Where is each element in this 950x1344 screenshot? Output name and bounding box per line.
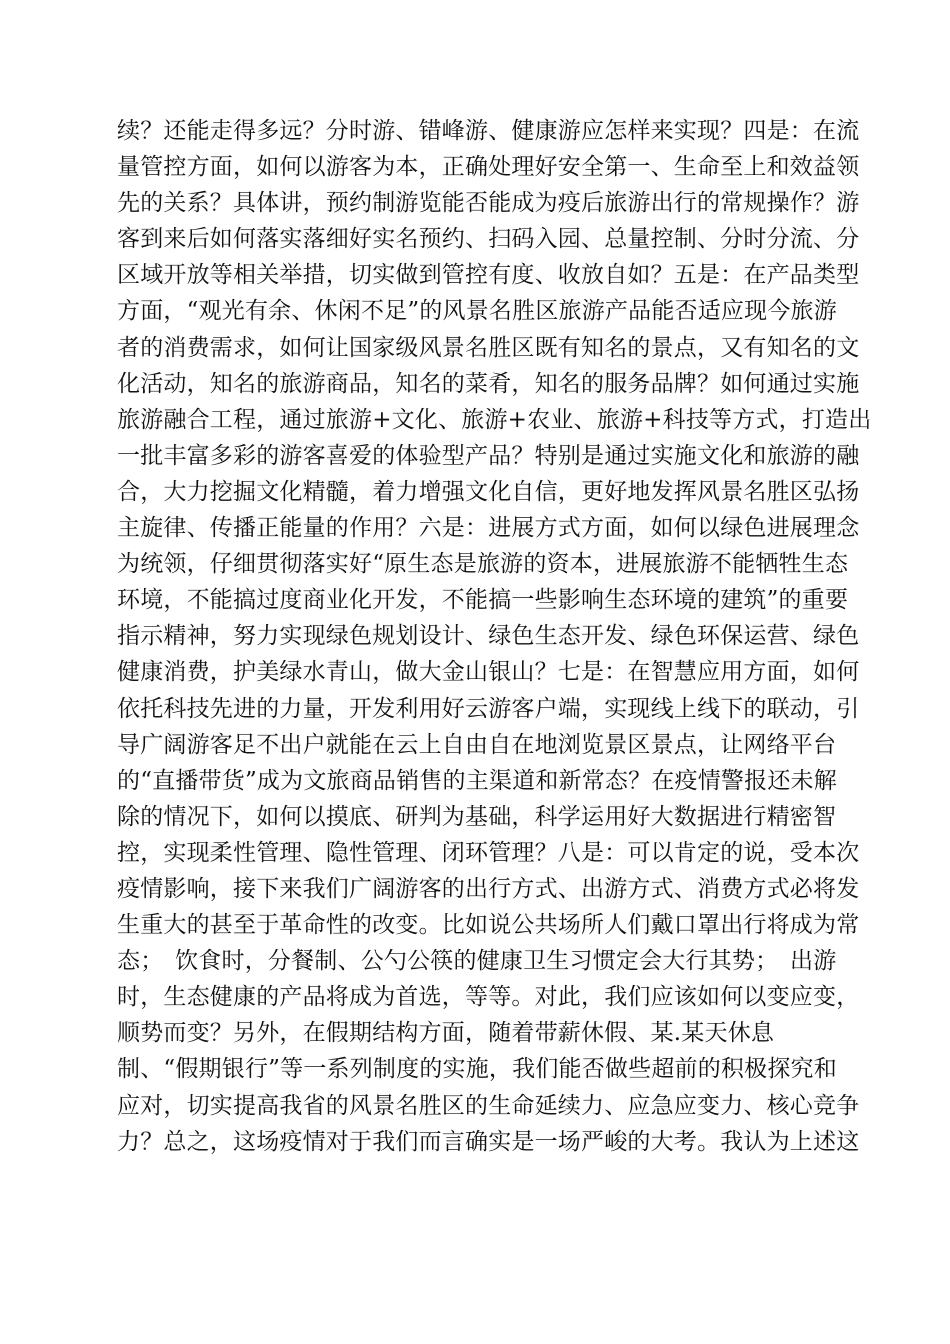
text-line: 者的消费需求，如何让国家级风景名胜区既有知名的景点，又有知名的文 — [117, 334, 860, 361]
text-line: 依托科技先进的力量，开发利用好云游客户端，实现线上线下的联动，引 — [117, 695, 860, 722]
text-line: 旅游融合工程，通过旅游+文化、旅游+农业、旅游+科技等方式，打造出 — [117, 406, 872, 433]
text-line: 指示精神，努力实现绿色规划设计、绿色生态开发、绿色环保运营、绿色 — [117, 623, 860, 650]
text-line: 客到来后如何落实落细好实名预约、扫码入园、总量控制、分时分流、分 — [117, 226, 860, 253]
text-line: 为统领，仔细贯彻落实好“原生态是旅游的资本，进展旅游不能牺牲生态 — [117, 551, 849, 578]
text-line: 力？总之，这场疫情对于我们而言确实是一场严峻的大考。我认为上述这 — [117, 1128, 860, 1155]
text-line: 生重大的甚至于革命性的改变。比如说公共场所人们戴口罩出行将成为常 — [117, 912, 860, 939]
text-line: 方面，“观光有余、休闲不足”的风景名胜区旅游产品能否适应现今旅游 — [117, 298, 837, 325]
text-line: 导广阔游客足不出户就能在云上自由自在地浏览景区景点，让网络平台 — [117, 731, 837, 758]
text-line: 量管控方面，如何以游客为本，正确处理好安全第一、生命至上和效益领 — [117, 154, 860, 181]
text-line: 续？还能走得多远？分时游、错峰游、健康游应怎样来实现？四是：在流 — [117, 118, 860, 144]
text-line: 健康消费，护美绿水青山，做大金山银山？七是：在智慧应用方面，如何 — [117, 659, 860, 686]
text-line: 应对，切实提高我省的风景名胜区的生命延续力、应急应变力、核心竞争 — [117, 1092, 860, 1119]
text-line: 先的关系？具体讲，预约制游览能否能成为疫后旅游出行的常规操作？游 — [117, 190, 860, 217]
text-line: 一批丰富多彩的游客喜爱的体验型产品？特别是通过实施文化和旅游的融 — [117, 442, 860, 469]
text-line: 时，生态健康的产品将成为首选，等等。对此，我们应该如何以变应变， — [117, 984, 860, 1011]
text-line: 主旋律、传播正能量的作用？六是：进展方式方面，如何以绿色进展理念 — [117, 515, 860, 542]
text-line: 态； 饮食时，分餐制、公勺公筷的健康卫生习惯定会大行其势； 出游 — [117, 948, 837, 975]
text-line: 控，实现柔性管理、隐性管理、闭环管理？八是：可以肯定的说，受本次 — [117, 839, 860, 866]
text-line: 制、“假期银行”等一系列制度的实施，我们能否做些超前的积极探究和 — [117, 1056, 837, 1083]
text-line: 除的情况下，如何以摸底、研判为基础，科学运用好大数据进行精密智 — [117, 803, 837, 830]
text-line: 化活动，知名的旅游商品，知名的菜肴，知名的服务品牌？如何通过实施 — [117, 370, 860, 397]
text-line: 区域开放等相关举措，切实做到管控有度、收放自如？五是：在产品类型 — [117, 262, 860, 289]
text-line: 的“直播带货”成为文旅商品销售的主渠道和新常态？在疫情警报还未解 — [117, 767, 837, 794]
body-text — [117, 113, 872, 1160]
text-line: 合，大力挖掘文化精髓，着力增强文化自信，更好地发挥风景名胜区弘扬 — [117, 478, 860, 505]
text-line: 顺势而变？另外，在假期结构方面，随着带薪休假、某.某天休息 — [117, 1020, 775, 1047]
text-line: 环境，不能搞过度商业化开发，不能搞一些影响生态环境的建筑”的重要 — [117, 587, 849, 614]
text-line: 疫情影响，接下来我们广阔游客的出行方式、出游方式、消费方式必将发 — [117, 875, 860, 902]
